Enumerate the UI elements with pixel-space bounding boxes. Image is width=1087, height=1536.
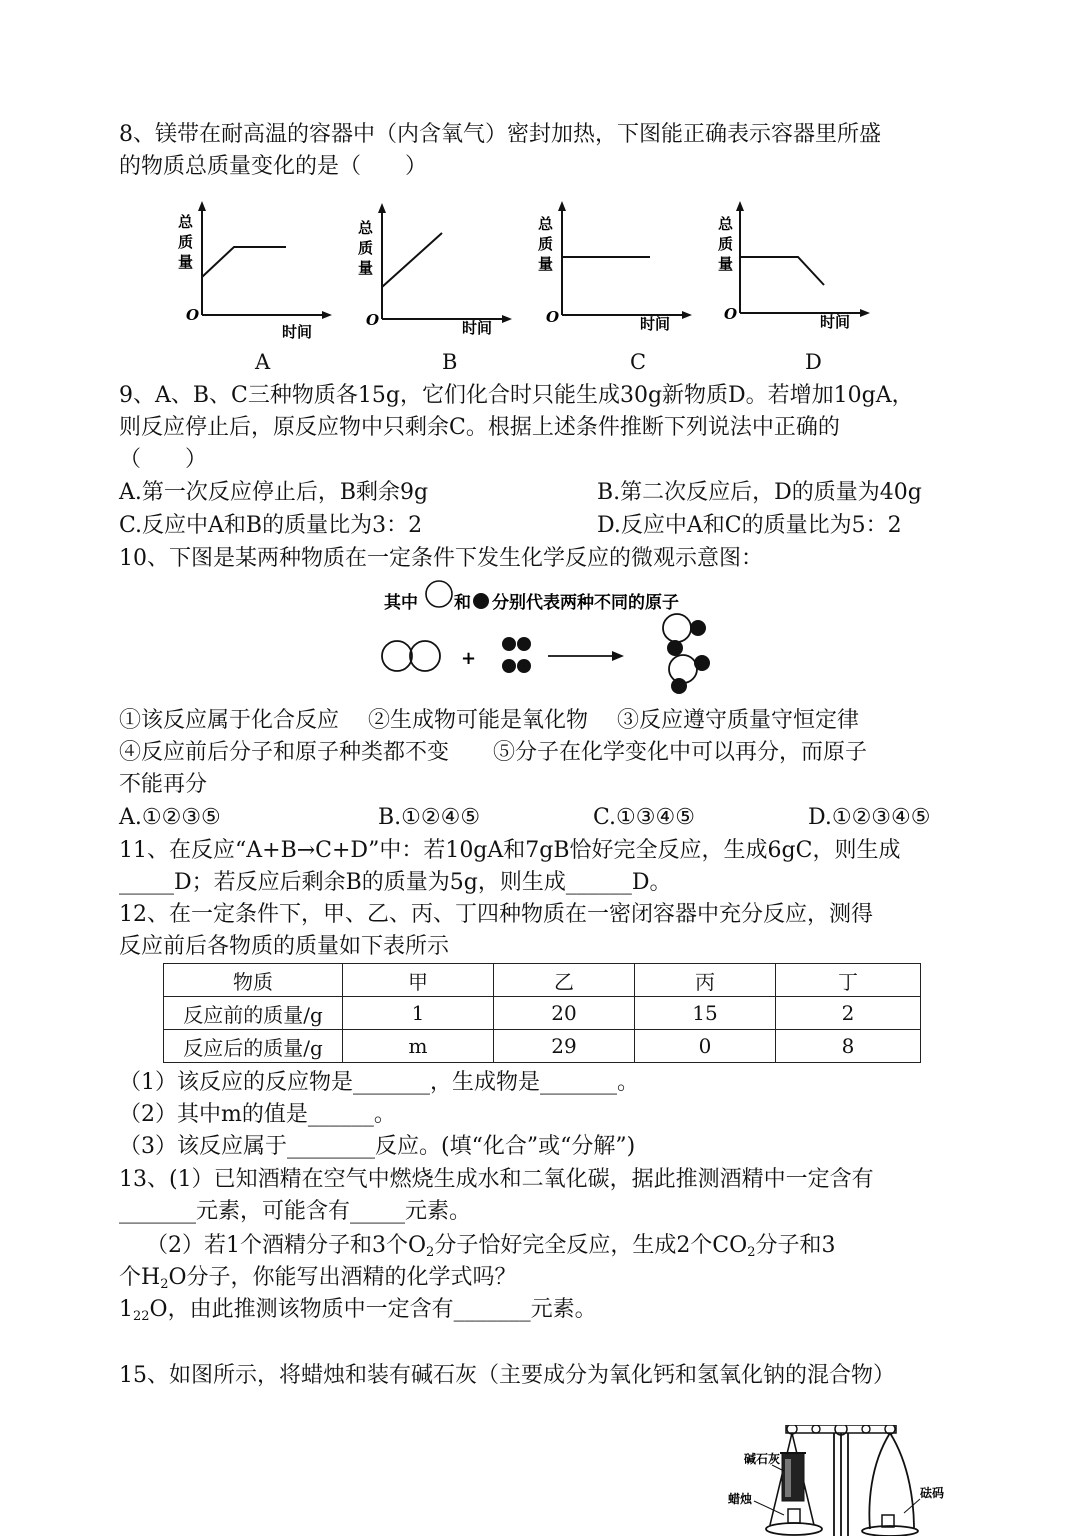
graph-a (170, 195, 335, 345)
graph-a-origin: O (186, 306, 200, 324)
graph-b-origin: O (366, 311, 380, 329)
table-header-cell: 物质 (164, 964, 343, 997)
molecule-diagram (370, 580, 710, 700)
q9-option-d: D.反应中A和C的质量比为5：2 (597, 513, 902, 538)
q8-text-line1: 8、镁带在耐高温的容器中（内含氧气）密封加热，下图能正确表示容器里所盛 (119, 122, 881, 147)
q13-text-line2: _______元素，可能含有_____元素。 (119, 1199, 472, 1224)
mass-table (163, 963, 921, 1063)
q13-line4-part1: 个H (119, 1265, 161, 1290)
legend-black-atom (473, 593, 489, 609)
q12-sub1: （1）该反应的反应物是_______，生成物是_______。 (119, 1070, 639, 1095)
q13-line3-sub2: 2 (747, 1245, 756, 1260)
label-weight: 砝码 (920, 1486, 945, 1500)
table-cell: 反应后的质量/g (164, 1030, 343, 1063)
graph-d-ylabel-3: 量 (718, 255, 734, 273)
q8-text-line2: 的物质总质量变化的是（ ） (119, 154, 428, 179)
q10-statement-line3: 不能再分 (119, 772, 208, 797)
legend-suffix: 分别代表两种不同的原子 (492, 593, 679, 613)
q12-text-line1: 12、在一定条件下，甲、乙、丙、丁四种物质在一密闭容器中充分反应，测得 (119, 902, 873, 927)
graph-c-ylabel-2: 质 (538, 235, 554, 253)
q13-line5-part1: 1 (119, 1297, 133, 1322)
product1-white-atom (663, 614, 691, 642)
table-header-cell: 甲 (343, 964, 494, 997)
reactant2-atom-4 (517, 659, 531, 673)
reactant1-atom-1 (382, 641, 412, 671)
q12-text-line2: 反应前后各物质的质量如下表所示 (119, 934, 450, 959)
graph-a-xlabel: 时间 (282, 323, 313, 341)
q9-option-b: B.第二次反应后，D的质量为40g (597, 480, 922, 505)
label-candle: 蜡烛 (728, 1492, 753, 1506)
graph-a-label: A (255, 350, 271, 374)
q10-statement-line2: ④反应前后分子和原子种类都不变 ⑤分子在化学变化中可以再分，而原子 (119, 740, 868, 765)
q11-text-line1: 11、在反应“A+B→C+D”中：若10gA和7gB恰好完全反应，生成6gC，则生成 (119, 838, 901, 863)
q9-text-line2: 则反应停止后，原反应物中只剩余C。根据上述条件推断下列说法中正确的 (119, 415, 840, 440)
graph-d-ylabel-2: 质 (718, 235, 734, 253)
q13-line3-part3: 分子和3 (755, 1233, 836, 1258)
q13-line3-part2: 分子恰好完全反应，生成2个CO (434, 1233, 748, 1258)
graph-b-label: B (442, 350, 458, 374)
table-cell: 反应前的质量/g (164, 997, 343, 1030)
table-cell: m (343, 1030, 494, 1063)
q13-line3-part1: （2）若1个酒精分子和3个O (146, 1233, 427, 1258)
q11-text-line2: _____D；若反应后剩余B的质量为5g，则生成______D。 (119, 870, 672, 895)
q10-option-d: D.①②③④⑤ (808, 805, 931, 830)
q13-line5-sub: 22 (133, 1309, 150, 1324)
q12-sub2: （2）其中m的值是______。 (119, 1102, 396, 1127)
graph-b-xlabel: 时间 (462, 319, 493, 337)
product2-white-atom (669, 655, 697, 683)
reactant2-atom-2 (517, 637, 531, 651)
q13-text-line5 (119, 1295, 597, 1332)
graph-c-ylabel-3: 量 (538, 255, 554, 273)
graph-c-label: C (630, 350, 647, 374)
q9-text-line1: 9、A、B、C三种物质各15g，它们化合时只能生成30g新物质D。若增加10gA， (119, 383, 914, 408)
table-header-row (164, 964, 921, 997)
graph-b-ylabel-2: 质 (358, 239, 374, 257)
q9-option-a: A.第一次反应停止后，B剩余9g (119, 480, 429, 505)
q10-option-a: A.①②③⑤ (119, 805, 221, 830)
q10-text-line1: 10、下图是某两种物质在一定条件下发生化学反应的微观示意图： (119, 546, 763, 571)
graph-b-ylabel-3: 量 (358, 259, 374, 277)
q10-option-c: C.①③④⑤ (593, 805, 695, 830)
balance-apparatus (720, 1425, 970, 1536)
graph-d-ylabel-1: 总 (718, 215, 734, 233)
q10-statement-line1: ①该反应属于化合反应 ②生成物可能是氧化物 ③反应遵守质量守恒定律 (119, 708, 859, 733)
q13-line3-sub1: 2 (426, 1245, 435, 1260)
product1-black-atom-2 (667, 640, 683, 656)
graph-a-ylabel-2: 质 (178, 233, 194, 251)
q12-sub3: （3）该反应属于________反应。(填“化合”或“分解”) (119, 1134, 636, 1159)
reactant2-atom-3 (502, 659, 516, 673)
q13-text-line1: 13、(1）已知酒精在空气中燃烧生成水和二氧化碳，据此推测酒精中一定含有 (119, 1167, 874, 1192)
table-header-cell: 乙 (494, 964, 635, 997)
q15-text-line1: 15、如图所示，将蜡烛和装有碱石灰（主要成分为氧化钙和氢氧化钠的混合物） (119, 1363, 895, 1388)
q13-line4-sub: 2 (160, 1277, 169, 1292)
graph-c-ylabel-1: 总 (538, 215, 554, 233)
reactant1-atom-2 (410, 641, 440, 671)
table-cell: 0 (635, 1030, 776, 1063)
q13-line4-part2: O分子，你能写出酒精的化学式吗？ (168, 1265, 517, 1290)
product2-black-atom-1 (694, 655, 710, 671)
table-row (164, 1030, 921, 1063)
graph-d (710, 195, 875, 345)
table-row (164, 997, 921, 1030)
q9-text-line3: （ ） (119, 447, 208, 472)
product2-black-atom-2 (671, 678, 687, 694)
table-cell: 29 (494, 1030, 635, 1063)
table-cell: 15 (635, 997, 776, 1030)
table-cell: 8 (776, 1030, 921, 1063)
graph-c (530, 195, 695, 345)
graph-b-ylabel-1: 总 (358, 219, 374, 237)
graph-b (350, 195, 515, 345)
legend-white-atom (426, 581, 452, 607)
table-cell: 20 (494, 997, 635, 1030)
graph-c-origin: O (546, 308, 560, 326)
product1-black-atom-1 (690, 620, 706, 636)
q13-line5-part2: O，由此推测该物质中一定含有_______元素。 (149, 1297, 597, 1322)
graph-d-origin: O (724, 305, 738, 323)
graph-c-xlabel: 时间 (640, 315, 671, 333)
plus-sign: + (461, 648, 477, 669)
graph-a-ylabel-1: 总 (178, 213, 194, 231)
table-header-cell: 丁 (776, 964, 921, 997)
q9-option-c: C.反应中A和B的质量比为3：2 (119, 513, 423, 538)
graph-d-xlabel: 时间 (820, 313, 851, 331)
legend-and: 和 (454, 593, 471, 613)
table-cell: 2 (776, 997, 921, 1030)
legend-prefix: 其中 (384, 593, 418, 613)
q10-option-b: B.①②④⑤ (378, 805, 481, 830)
graph-a-ylabel-3: 量 (178, 253, 194, 271)
table-header-cell: 丙 (635, 964, 776, 997)
table-cell: 1 (343, 997, 494, 1030)
graph-d-label: D (805, 350, 822, 374)
label-soda-lime: 碱石灰 (744, 1452, 781, 1466)
reaction-arrow-head (612, 651, 624, 661)
reactant2-atom-1 (502, 637, 516, 651)
